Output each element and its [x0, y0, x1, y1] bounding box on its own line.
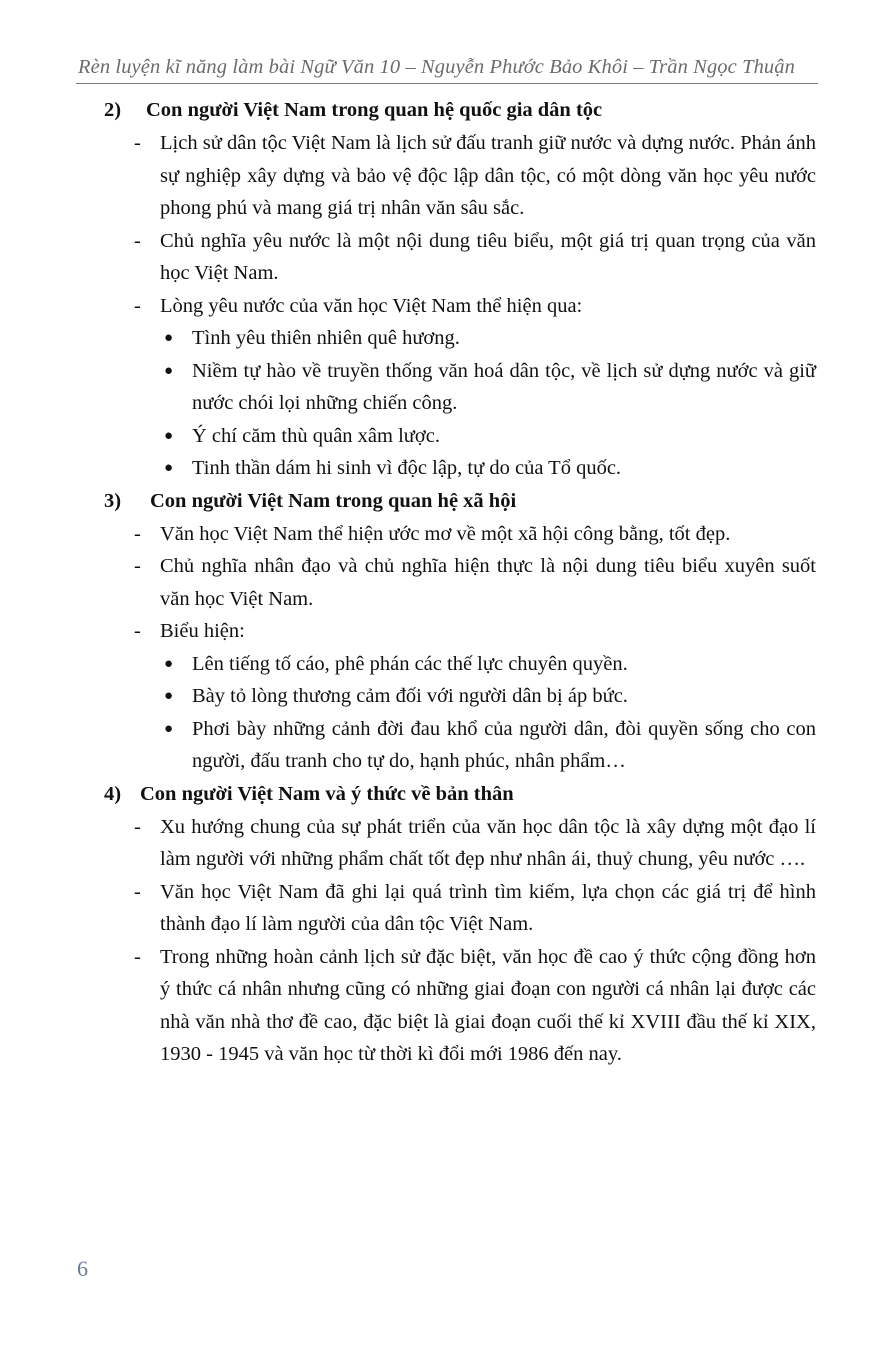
bullet-item [104, 355, 816, 420]
list-item [104, 615, 816, 648]
section [104, 94, 816, 485]
header-divider [76, 83, 818, 84]
bullet-icon: ● [164, 688, 174, 704]
bullet-icon: ● [164, 330, 174, 346]
section-heading [104, 778, 816, 811]
section-heading [104, 94, 816, 127]
section-title: Con người Việt Nam trong quan hệ quốc gia dân tộc [146, 99, 603, 121]
list-item [104, 127, 816, 225]
dash-marker: - [134, 880, 141, 903]
dash-marker: - [134, 229, 141, 252]
bullet-item [104, 420, 816, 453]
list-item [104, 518, 816, 551]
list-item [104, 550, 816, 615]
section-title: Con người Việt Nam và ý thức về bản thân [140, 782, 514, 805]
bullet-text: Phơi bày những cảnh đời đau khổ của người dân, đòi quyền sống cho con người, đấu tranh cho tự do, hạnh phúc, nhân phẩm… [192, 717, 816, 772]
page-content [104, 94, 816, 1071]
list-item-text: Biểu hiện: [160, 620, 245, 642]
section-number: 2) [104, 99, 122, 121]
dash-marker: - [134, 945, 141, 968]
list-item-text: Lòng yêu nước của văn học Việt Nam thể hiện qua: [160, 294, 583, 317]
bullet-icon: ● [164, 427, 174, 444]
section [104, 778, 816, 1071]
list-item-text: Văn học Việt Nam đã ghi lại quá trình tìm kiếm, lựa chọn các giá trị để hình thành đạo lí làm người của dân tộc Việt Nam. [160, 880, 816, 935]
list-item [104, 876, 816, 941]
bullet-item [104, 648, 816, 681]
bullet-item [104, 322, 816, 355]
list-item [104, 811, 816, 876]
list-item-text: Lịch sử dân tộc Việt Nam là lịch sử đấu tranh giữ nước và dựng nước. Phản ánh sự nghiệp xây dựng và bảo vệ độc lập dân tộc, có một dòng văn học yêu nước phong phú và mang giá trị nhân văn sâu sắc. [160, 132, 816, 219]
list-item-text: Trong những hoàn cảnh lịch sử đặc biệt, văn học đề cao ý thức cộng đồng hơn ý thức cá nhân nhưng cũng có những giai đoạn con người cá nhân lại được các nhà văn nhà thơ đề cao, đặc biệt là giai đoạn cuối thế kỉ XVIII đầu thế kỉ XIX, 1930 - 1945 và văn học từ thời kì đổi mới 1986 đến nay. [160, 945, 816, 1065]
bullet-item [104, 713, 816, 778]
bullet-icon: ● [164, 655, 174, 672]
bullet-text: Tình yêu thiên nhiên quê hương. [192, 327, 460, 349]
section-number: 4) [104, 782, 122, 805]
bullet-text: Niềm tự hào về truyền thống văn hoá dân tộc, về lịch sử dựng nước và giữ nước chói lọi những chiến công. [192, 359, 816, 414]
dash-marker: - [134, 815, 141, 838]
running-header: Rèn luyện kĩ năng làm bài Ngữ Văn 10 – Nguyễn Phước Bảo Khôi – Trần Ngọc Thuận [78, 56, 795, 78]
dash-marker: - [134, 132, 141, 154]
bullet-text: Lên tiếng tố cáo, phê phán các thế lực chuyên quyền. [192, 652, 628, 675]
bullet-list [104, 648, 816, 778]
page-number: 6 [77, 1256, 88, 1281]
bullet-item [104, 680, 816, 713]
list-item-text: Văn học Việt Nam thể hiện ước mơ về một xã hội công bằng, tốt đẹp. [160, 522, 731, 545]
bullet-text: Tinh thần dám hi sinh vì độc lập, tự do của Tổ quốc. [192, 457, 622, 479]
list-item-text: Chủ nghĩa yêu nước là một nội dung tiêu biểu, một giá trị quan trọng của văn học Việt Nam. [160, 229, 816, 284]
dash-marker: - [134, 522, 141, 545]
dash-marker: - [134, 294, 141, 317]
list-item [104, 290, 816, 323]
bullet-list [104, 322, 816, 485]
list-item-text: Chủ nghĩa nhân đạo và chủ nghĩa hiện thực là nội dung tiêu biểu xuyên suốt văn học Việt Nam. [160, 555, 816, 610]
bullet-icon: ● [164, 362, 174, 379]
dash-marker: - [134, 620, 141, 642]
section-title: Con người Việt Nam trong quan hệ xã hội [150, 489, 517, 512]
list-item [104, 941, 816, 1071]
section [104, 485, 816, 778]
bullet-icon: ● [164, 720, 174, 737]
dash-marker: - [134, 555, 141, 577]
list-item [104, 225, 816, 290]
bullet-text: Ý chí căm thù quân xâm lược. [192, 424, 440, 447]
section-heading [104, 485, 816, 518]
bullet-icon: ● [164, 460, 174, 476]
bullet-item [104, 452, 816, 485]
section-number: 3) [104, 489, 122, 512]
list-item-text: Xu hướng chung của sự phát triển của văn học dân tộc là xây dựng một đạo lí làm người với những phẩm chất tốt đẹp như nhân ái, thuỷ chung, yêu nước …. [160, 815, 816, 870]
bullet-text: Bày tỏ lòng thương cảm đối với người dân bị áp bức. [192, 685, 628, 707]
